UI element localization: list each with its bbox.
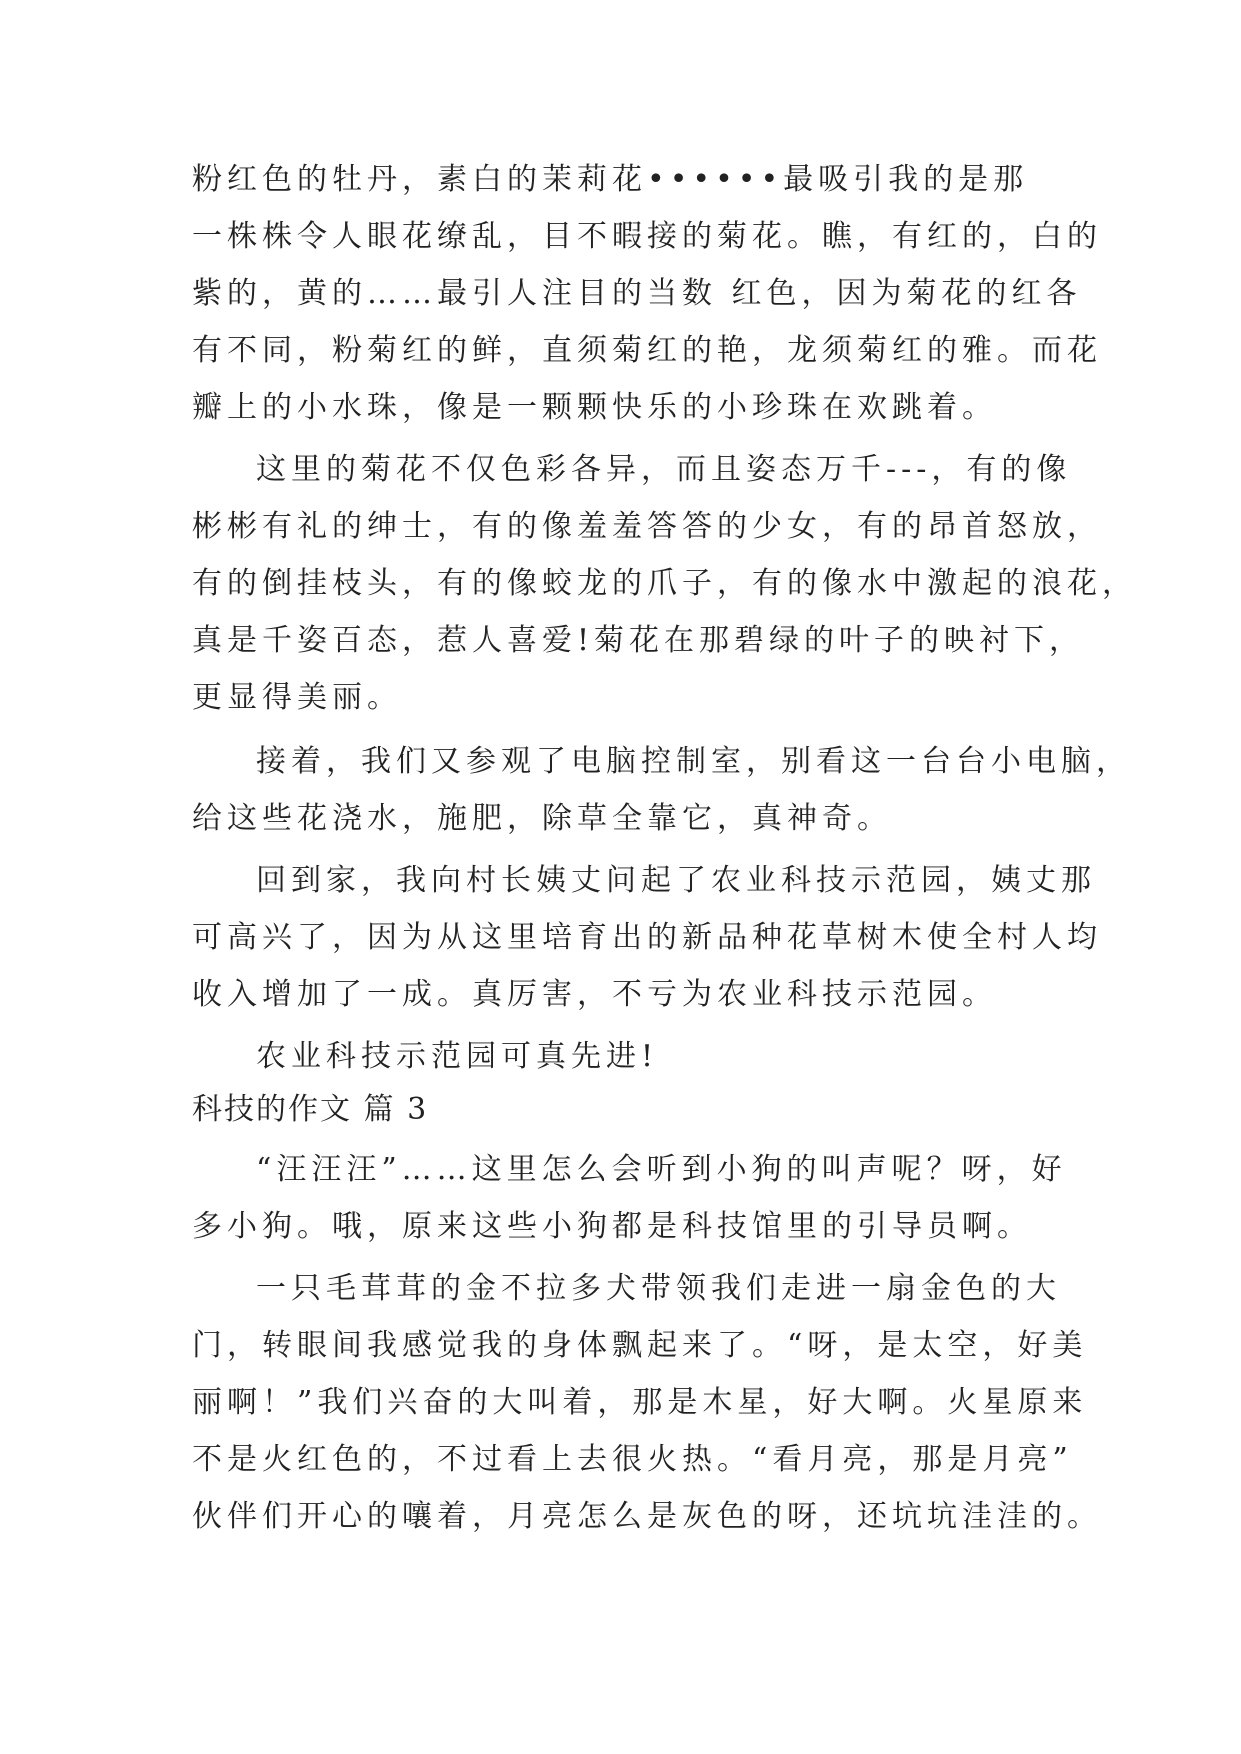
text-line: 不是火红色的，不过看上去很火热。“看月亮，那是月亮” (192, 1442, 1073, 1477)
text-line: 真是千姿百态，惹人喜爱!菊花在那碧绿的叶子的映衬下， (192, 623, 1085, 658)
section-heading: 科技的作文 篇 3 (192, 1092, 429, 1127)
text-line: 一株株令人眼花缭乱，目不暇接的菊花。瞧，有红的，白的 (192, 219, 1102, 254)
text-line: 收入增加了一成。真厉害，不亏为农业科技示范园。 (192, 977, 997, 1012)
text-line: 粉红色的牡丹，素白的茉莉花••••••最吸引我的是那 (192, 162, 1029, 197)
text-line: 伙伴们开心的嚷着，月亮怎么是灰色的呀，还坑坑洼洼的。 (192, 1499, 1102, 1534)
text-line: 可高兴了，因为从这里培育出的新品种花草树木使全村人均 (192, 920, 1102, 955)
text-line: 多小狗。哦，原来这些小狗都是科技馆里的引导员啊。 (192, 1209, 1032, 1244)
text-line: 丽啊！”我们兴奋的大叫着，那是木星，好大啊。火星原来 (192, 1385, 1088, 1420)
text-line: 农业科技示范园可真先进! (256, 1039, 659, 1074)
text-line: 瓣上的小水珠，像是一颗颗快乐的小珍珠在欢跳着。 (192, 390, 997, 425)
text-line: 接着，我们又参观了电脑控制室，别看这一台台小电脑， (256, 744, 1131, 779)
text-line: 给这些花浇水，施肥，除草全靠它，真神奇。 (192, 801, 892, 836)
text-line: 这里的菊花不仅色彩各异，而且姿态万千---，有的像 (256, 452, 1072, 487)
text-line: 彬彬有礼的绅士，有的像羞羞答答的少女，有的昂首怒放， (192, 509, 1102, 544)
text-line: 一只毛茸茸的金不拉多犬带领我们走进一扇金色的大 (256, 1271, 1061, 1306)
text-line: 紫的，黄的……最引人注目的当数 红色，因为菊花的红各 (192, 276, 1082, 311)
text-line: 有的倒挂枝头，有的像蛟龙的爪子，有的像水中激起的浪花， (192, 566, 1137, 601)
text-line: 有不同，粉菊红的鲜，直须菊红的艳，龙须菊红的雅。而花 (192, 333, 1102, 368)
text-line: 更显得美丽。 (192, 680, 402, 715)
text-line: 门，转眼间我感觉我的身体飘起来了。“呀，是太空，好美 (192, 1328, 1088, 1363)
text-line: “汪汪汪”……这里怎么会听到小狗的叫声呢？呀，好 (256, 1152, 1067, 1187)
text-line: 回到家，我向村长姨丈问起了农业科技示范园，姨丈那 (256, 863, 1096, 898)
